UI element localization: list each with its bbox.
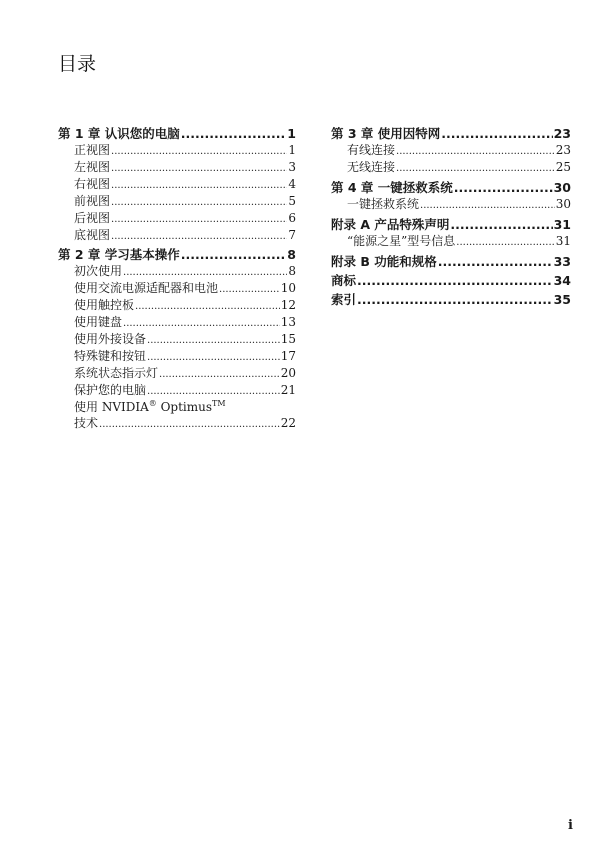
toc-section-label: 正视图 bbox=[74, 143, 111, 157]
toc-chapter-label: 第 2 章 学习基本操作 bbox=[58, 247, 180, 263]
toc-section-label: 底视图 bbox=[74, 227, 111, 242]
toc-page-number: 33 bbox=[553, 253, 571, 269]
toc-chapter-label: 第 3 章 使用因特网 bbox=[331, 126, 441, 141]
toc-chapter-3[interactable] bbox=[331, 126, 571, 142]
toc-section-label: 保护您的电脑 bbox=[74, 382, 147, 397]
toc-section-optimus-line1[interactable] bbox=[58, 400, 296, 416]
toc-section-label: “能源之星”型号信息 bbox=[347, 233, 456, 248]
leader-dots bbox=[111, 211, 287, 228]
toc-page-number: 5 bbox=[288, 193, 296, 208]
toc-section[interactable] bbox=[58, 264, 296, 281]
toc-section[interactable] bbox=[331, 197, 571, 214]
leader-dots bbox=[450, 217, 552, 233]
leader-dots bbox=[111, 228, 287, 245]
toc-page-number: 1 bbox=[288, 143, 296, 157]
toc-section-label: 使用外接设备 bbox=[74, 332, 147, 347]
toc-page-number: 23 bbox=[555, 143, 571, 157]
toc-section-label: 右视图 bbox=[74, 176, 111, 191]
leader-dots bbox=[147, 383, 280, 400]
toc-section-label: 有线连接 bbox=[347, 143, 396, 157]
toc-page-number: 13 bbox=[280, 315, 296, 330]
toc-chapter-label: 第 1 章 认识您的电脑 bbox=[58, 126, 180, 141]
toc-section[interactable] bbox=[331, 234, 571, 251]
registered-mark: ® bbox=[148, 398, 157, 408]
leader-dots bbox=[420, 197, 555, 214]
leader-dots bbox=[111, 194, 287, 211]
optimus-prefix: 使用 NVIDIA bbox=[74, 399, 149, 414]
leader-dots bbox=[123, 264, 287, 281]
leader-dots bbox=[181, 126, 287, 142]
optimus-name: Optimus bbox=[156, 399, 213, 414]
toc-section-label: 技术 bbox=[74, 415, 99, 430]
toc-index[interactable] bbox=[331, 292, 571, 308]
trademark-mark: TM bbox=[212, 398, 226, 408]
leader-dots bbox=[159, 366, 280, 383]
toc-section[interactable] bbox=[58, 298, 296, 315]
leader-dots bbox=[135, 298, 280, 315]
leader-dots bbox=[357, 292, 553, 308]
toc-chapter-label: 附录 B 功能和规格 bbox=[331, 253, 437, 269]
toc-section-label: 左视图 bbox=[74, 159, 111, 174]
page-title: 目录 bbox=[58, 53, 97, 75]
page-number: i bbox=[568, 818, 573, 833]
toc-section[interactable] bbox=[58, 383, 296, 400]
toc-section-optimus-line2[interactable] bbox=[58, 416, 296, 433]
toc-section[interactable] bbox=[58, 160, 296, 177]
toc-chapter-4[interactable] bbox=[331, 180, 571, 196]
toc-section-label: 一键拯救系统 bbox=[347, 196, 420, 211]
toc-left-column bbox=[58, 126, 296, 433]
toc-chapter-2[interactable] bbox=[58, 247, 296, 263]
toc-section-label: 无线连接 bbox=[347, 159, 396, 174]
toc-section-label: 系统状态指示灯 bbox=[74, 365, 159, 380]
leader-dots bbox=[438, 254, 553, 270]
toc-page-number: 4 bbox=[288, 176, 296, 191]
toc-page-number: 3 bbox=[288, 159, 296, 174]
toc-page-number: 23 bbox=[553, 126, 571, 141]
leader-dots bbox=[123, 315, 280, 332]
toc-section[interactable] bbox=[58, 194, 296, 211]
toc-chapter-label: 索引 bbox=[331, 291, 357, 307]
toc-page-number: 6 bbox=[288, 210, 296, 225]
toc-section-label: 特殊键和按钮 bbox=[74, 348, 147, 363]
toc-page-number: 15 bbox=[280, 332, 296, 347]
toc-page-number: 8 bbox=[288, 264, 296, 279]
toc-appendix-b[interactable] bbox=[331, 254, 571, 270]
toc-section[interactable] bbox=[58, 332, 296, 349]
toc-page-number: 7 bbox=[288, 227, 296, 242]
leader-dots bbox=[111, 160, 287, 177]
leader-dots bbox=[111, 143, 287, 160]
toc-section-label: 使用触控板 bbox=[74, 298, 135, 313]
toc-section-label: 初次使用 bbox=[74, 264, 123, 279]
leader-dots bbox=[181, 247, 287, 263]
leader-dots bbox=[219, 281, 280, 298]
toc-chapter-1[interactable] bbox=[58, 126, 296, 142]
toc-page-number: 1 bbox=[287, 126, 296, 141]
toc-chapter-label: 商标 bbox=[331, 272, 357, 288]
toc-section[interactable] bbox=[58, 228, 296, 245]
leader-dots bbox=[111, 177, 287, 194]
leader-dots bbox=[441, 126, 552, 142]
toc-section[interactable] bbox=[58, 177, 296, 194]
toc-section[interactable] bbox=[58, 349, 296, 366]
toc-page-number: 22 bbox=[280, 415, 296, 430]
toc-section[interactable] bbox=[58, 315, 296, 332]
toc-chapter-label: 第 4 章 一键拯救系统 bbox=[331, 179, 453, 195]
toc-section[interactable] bbox=[58, 143, 296, 160]
toc-page-number: 31 bbox=[555, 233, 571, 248]
toc-page-number: 20 bbox=[280, 365, 296, 380]
leader-dots bbox=[147, 349, 280, 366]
toc-page-number: 30 bbox=[555, 196, 571, 211]
leader-dots bbox=[396, 143, 555, 160]
toc-page-number: 12 bbox=[280, 298, 296, 313]
toc-section[interactable] bbox=[331, 143, 571, 160]
leader-dots bbox=[357, 273, 553, 289]
leader-dots bbox=[147, 332, 280, 349]
leader-dots bbox=[454, 180, 553, 196]
toc-section-label: 后视图 bbox=[74, 210, 111, 225]
toc-section-label: 前视图 bbox=[74, 193, 111, 208]
toc-section[interactable] bbox=[58, 281, 296, 298]
toc-page-number: 34 bbox=[553, 272, 571, 288]
toc-page-number: 25 bbox=[555, 159, 571, 174]
toc-section-label: 使用交流电源适配器和电池 bbox=[74, 281, 219, 296]
toc-page-number: 31 bbox=[553, 216, 571, 232]
leader-dots bbox=[456, 234, 554, 251]
toc-page-number: 30 bbox=[553, 179, 571, 195]
toc-right-column bbox=[331, 126, 571, 308]
toc-page-number: 8 bbox=[287, 247, 296, 263]
toc-chapter-label: 附录 A 产品特殊声明 bbox=[331, 216, 450, 232]
toc-section-label: 使用键盘 bbox=[74, 315, 123, 330]
toc-section[interactable] bbox=[331, 160, 571, 177]
toc-section[interactable] bbox=[58, 211, 296, 228]
leader-dots bbox=[396, 160, 555, 177]
toc-page-number: 21 bbox=[280, 382, 296, 397]
toc-section[interactable] bbox=[58, 366, 296, 383]
toc-page-number: 17 bbox=[280, 348, 296, 363]
toc-appendix-a[interactable] bbox=[331, 217, 571, 233]
leader-dots bbox=[99, 416, 280, 433]
toc-trademark[interactable] bbox=[331, 273, 571, 289]
toc-page-number: 35 bbox=[553, 291, 571, 307]
toc-page-number: 10 bbox=[280, 281, 296, 296]
